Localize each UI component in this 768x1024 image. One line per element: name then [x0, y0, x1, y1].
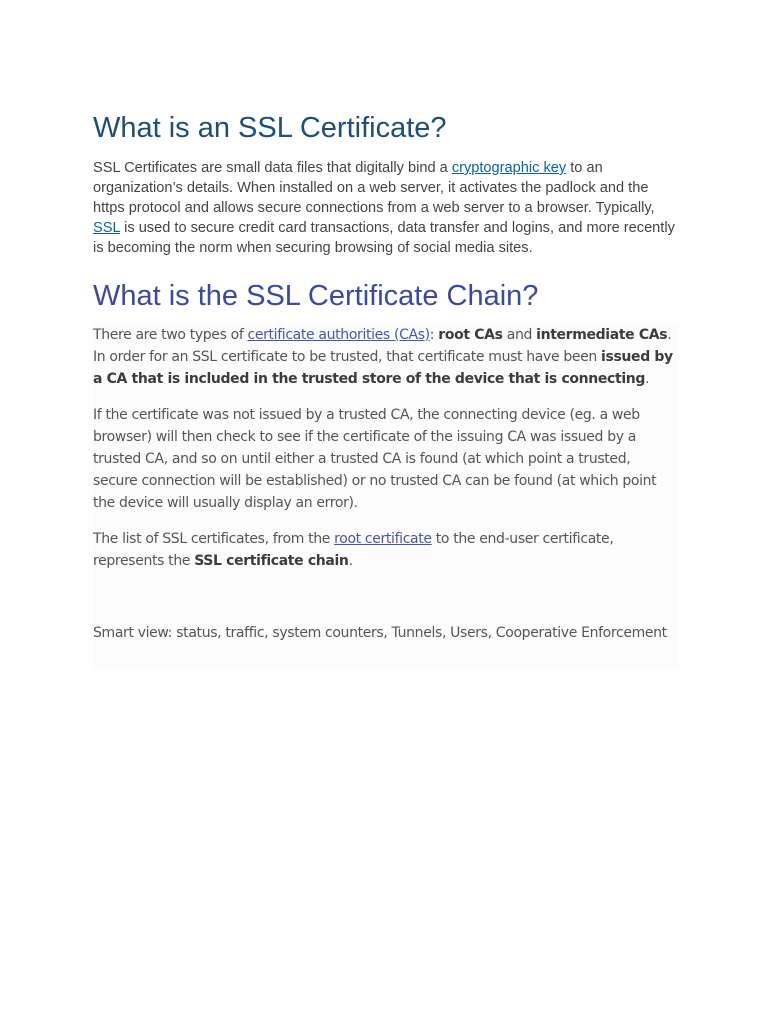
text-run: . In order for an SSL certificate to be trusted, that certificate must have been	[93, 327, 672, 365]
ssl-certificate-chain-bold: SSL certificate chain	[194, 553, 349, 569]
ssl-certificate-heading: What is an SSL Certificate?	[93, 112, 447, 144]
trusted-store-bold: issued by a CA that is included in the trusted store of the device that is connecting	[93, 349, 673, 387]
text-run: is used to secure credit card transactions, data transfer and logins, and more recently is becoming the norm when securing browsing of social media sites.	[93, 220, 675, 256]
text-run: to an organization’s details. When installed on a web server, it activates the padlock and the https protocol and allows secure connections from a web server to a browser. Typically,	[93, 160, 655, 216]
certificate-authorities-link[interactable]: certificate authorities (CAs)	[247, 327, 430, 343]
text-run: to the end-user certificate, represents the	[93, 531, 614, 569]
ssl-link[interactable]: SSL	[93, 220, 121, 236]
certificate-chain-section	[93, 324, 678, 668]
untrusted-ca-paragraph: If the certificate was not issued by a trusted CA, the connecting device (eg. a web browser) will then check to see if the certificate of the issuing CA was issued by a trusted CA, and so on until either a trusted CA is found (at which point a trusted, secure connection will be established) or no trusted CA can be found (at which point the device will usually display an error).	[93, 407, 657, 511]
cryptographic-key-link[interactable]: cryptographic key	[451, 160, 567, 176]
text-run: :	[429, 327, 439, 343]
text-run: .	[348, 553, 353, 569]
ssl-certificate-paragraph	[93, 158, 678, 258]
text-run: .	[645, 371, 650, 387]
root-cas-bold: root CAs	[438, 327, 503, 343]
text-run: SSL Certificates are small data files that digitally bind a	[93, 160, 452, 176]
certificate-list-paragraph	[93, 528, 674, 572]
text-run: and	[502, 327, 537, 343]
root-certificate-link[interactable]: root certificate	[334, 531, 432, 547]
text-run: There are two types of	[93, 327, 248, 343]
certificate-chain-heading: What is the SSL Certificate Chain?	[93, 280, 539, 312]
intermediate-cas-bold: intermediate CAs	[536, 327, 668, 343]
ca-types-paragraph	[93, 324, 674, 390]
smart-view-paragraph: Smart view: status, traffic, system counters, Tunnels, Users, Cooperative Enforcement	[93, 625, 667, 641]
text-run: The list of SSL certificates, from the	[93, 531, 335, 547]
document-content	[93, 108, 678, 668]
